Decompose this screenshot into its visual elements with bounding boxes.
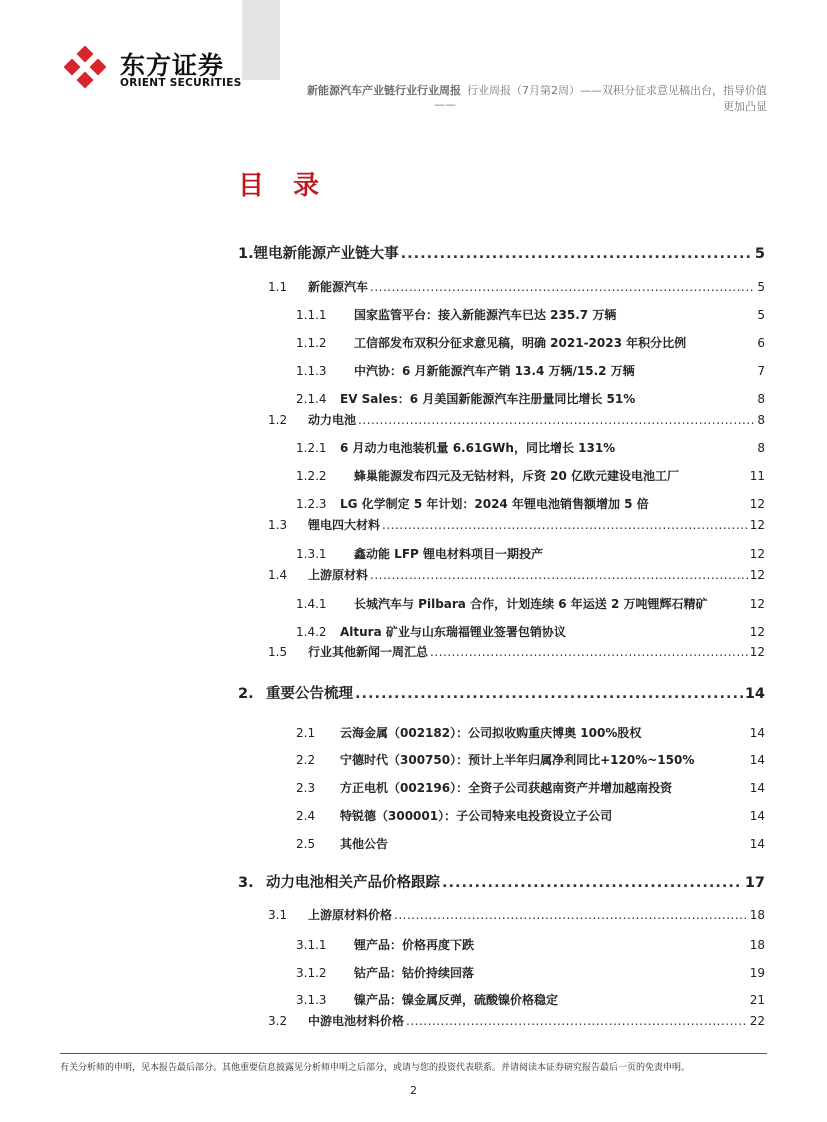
toc-num: 2.3 <box>296 781 316 795</box>
toc-page: 12 <box>749 518 765 532</box>
toc-text: Altura 矿业与山东瑞福锂业签署包销协议 <box>340 625 566 639</box>
toc-page: 6 <box>757 336 765 350</box>
toc-num: 3.1.2 <box>296 966 327 980</box>
toc-num: 3.1.1 <box>296 938 327 952</box>
toc-page: 19 <box>749 966 765 980</box>
toc-page: 7 <box>757 364 765 378</box>
toc-text: EV Sales：6 月美国新能源汽车注册量同比增长 51% <box>340 392 636 406</box>
toc-text: 锂产品：价格再度下跌 <box>354 938 475 952</box>
toc-text: 动力电池 <box>308 413 357 427</box>
toc-num: 1.4.1 <box>296 597 327 611</box>
report-title-rest: 行业周报（7月第2周）——双积分征求意见稿出台，指导价值 <box>467 84 767 97</box>
toc-page: 12 <box>749 568 765 582</box>
toc-text: 云海金属（002182）：公司拟收购重庆博奥 100%股权 <box>340 726 642 740</box>
toc-num: 1.3 <box>268 518 288 532</box>
toc-entry-1-5[interactable] <box>268 643 765 660</box>
toc-entry-2-2[interactable] <box>296 751 765 768</box>
toc-page: 12 <box>749 645 765 659</box>
toc-leader <box>370 568 748 582</box>
toc-text: 上游原材料 <box>308 568 369 582</box>
toc-text: 特锐德（300001）：子公司特来电投资设立子公司 <box>340 809 613 823</box>
toc-num: 1.3.1 <box>296 547 327 561</box>
toc-page: 8 <box>757 413 765 427</box>
toc-text: 国家监管平台：接入新能源汽车已达 235.7 万辆 <box>354 308 617 322</box>
toc-entry-2-4[interactable] <box>296 807 765 824</box>
toc-page: 11 <box>749 469 765 483</box>
toc-num: 2.4 <box>296 809 316 823</box>
toc-leader <box>430 645 748 659</box>
toc-leader <box>401 246 753 262</box>
toc-text: 镍产品：镍金属反弹，硫酸镍价格稳定 <box>354 993 559 1007</box>
toc-leader <box>394 908 748 922</box>
toc-entry-1-4-1[interactable] <box>296 595 765 612</box>
toc-page: 18 <box>749 938 765 952</box>
toc-num: 3.1 <box>268 908 288 922</box>
toc-entry-1-2[interactable] <box>268 411 765 428</box>
toc-num: 3. <box>238 875 254 891</box>
toc-page: 14 <box>749 809 765 823</box>
toc-entry-1-1[interactable] <box>268 278 765 295</box>
toc-page: 12 <box>749 625 765 639</box>
report-title-bold: 新能源汽车产业链行业行业周报 <box>307 84 461 97</box>
toc-page: 8 <box>757 441 765 455</box>
toc-page: 14 <box>749 837 765 851</box>
toc-text: 上游原材料价格 <box>308 908 393 922</box>
toc-page: 14 <box>744 686 765 702</box>
toc-entry-2-3[interactable] <box>296 779 765 796</box>
report-title-line2: 更加凸显 <box>723 100 767 113</box>
toc-text: 行业其他新闻一周汇总 <box>308 645 429 659</box>
toc-entry-1-3-1[interactable] <box>296 545 765 562</box>
toc-leader <box>358 413 755 427</box>
toc-page: 17 <box>744 875 765 891</box>
toc-num: 1.1.3 <box>296 364 327 378</box>
toc-text: 方正电机（002196）：全资子公司获越南资产并增加越南投资 <box>340 781 673 795</box>
toc-num: 1.1 <box>268 280 288 294</box>
toc-num: 2.1 <box>296 726 316 740</box>
toc-entry-2-5[interactable] <box>296 835 765 852</box>
toc-entry-1-2-3[interactable] <box>296 495 765 512</box>
toc-heading: 目 录 <box>238 171 330 201</box>
toc-text: 蜂巢能源发布四元及无钴材料，斥资 20 亿欧元建设电池工厂 <box>354 469 680 483</box>
toc-text: 其他公告 <box>340 837 389 851</box>
toc-text: LG 化学制定 5 年计划：2024 年锂电池销售额增加 5 倍 <box>340 497 649 511</box>
toc-page: 21 <box>749 993 765 1007</box>
orient-logo-icon <box>64 46 106 88</box>
toc-page: 14 <box>749 753 765 767</box>
toc-leader <box>406 1014 748 1028</box>
toc-page: 12 <box>749 547 765 561</box>
toc-entry-2-1-4[interactable] <box>296 390 765 407</box>
toc-leader <box>382 518 748 532</box>
toc-text: 鑫动能 LFP 锂电材料项目一期投产 <box>354 547 543 561</box>
toc-text: 新能源汽车 <box>308 280 369 294</box>
toc-text: 锂电新能源产业链大事 <box>253 246 399 262</box>
logo-text-cn: 东方证券 <box>120 51 225 80</box>
toc-entry-1-1-1[interactable] <box>296 306 765 323</box>
toc-entry-1-4[interactable] <box>268 566 765 583</box>
toc-entry-3-1[interactable] <box>268 906 765 923</box>
toc-text: 中游电池材料价格 <box>308 1014 405 1028</box>
toc-page: 12 <box>749 497 765 511</box>
toc-entry-3-1-3[interactable] <box>296 991 765 1008</box>
toc-page: 5 <box>757 308 765 322</box>
toc-entry-1-3[interactable] <box>268 516 765 533</box>
toc-num: 1.2.1 <box>296 441 327 455</box>
toc-entry-1[interactable] <box>238 242 765 263</box>
toc-page: 22 <box>749 1014 765 1028</box>
toc-text: 中汽协：6 月新能源汽车产销 13.4 万辆/15.2 万辆 <box>354 364 635 378</box>
toc-entry-3-1-1[interactable] <box>296 936 765 953</box>
toc-entry-1-2-2[interactable] <box>296 467 765 484</box>
toc-num: 2.1.4 <box>296 392 327 406</box>
toc-text: 工信部发布双积分征求意见稿，明确 2021-2023 年积分比例 <box>354 336 687 350</box>
toc-page: 14 <box>749 726 765 740</box>
toc-entry-3-1-2[interactable] <box>296 964 765 981</box>
footer-divider <box>60 1053 767 1054</box>
toc-leader <box>442 875 743 891</box>
toc-num: 2. <box>238 686 254 702</box>
toc-entry-3[interactable] <box>238 871 765 892</box>
toc-text: 锂电四大材料 <box>308 518 381 532</box>
toc-num: 1.4.2 <box>296 625 327 639</box>
toc-text: 动力电池相关产品价格跟踪 <box>266 875 440 891</box>
toc-entry-1-4-2[interactable] <box>296 623 765 640</box>
toc-num: 1.5 <box>268 645 288 659</box>
toc-page: 5 <box>754 246 765 262</box>
toc-leader <box>355 686 743 702</box>
report-title-line2-dash: —— <box>434 98 456 111</box>
toc-entry-3-2[interactable] <box>268 1012 765 1029</box>
toc-num: 1. <box>238 246 254 262</box>
toc-num: 2.2 <box>296 753 316 767</box>
toc-entry-1-2-1[interactable] <box>296 439 765 456</box>
toc-page: 18 <box>749 908 765 922</box>
toc-num: 1.1.1 <box>296 308 327 322</box>
toc-page: 14 <box>749 781 765 795</box>
toc-entry-2-1[interactable] <box>296 724 765 741</box>
toc-text: 宁德时代（300750）：预计上半年归属净利同比+120%~150% <box>340 753 695 767</box>
toc-num: 3.2 <box>268 1014 288 1028</box>
toc-entry-2[interactable] <box>238 682 765 703</box>
toc-num: 1.1.2 <box>296 336 327 350</box>
toc-num: 1.2.3 <box>296 497 327 511</box>
toc-page: 5 <box>757 280 765 294</box>
toc-num: 2.5 <box>296 837 316 851</box>
toc-text: 钴产品：钴价持续回落 <box>354 966 475 980</box>
toc-entry-1-1-2[interactable] <box>296 334 765 351</box>
toc-text: 6 月动力电池装机量 6.61GWh，同比增长 131% <box>340 441 616 455</box>
toc-num: 3.1.3 <box>296 993 327 1007</box>
toc-num: 1.2 <box>268 413 288 427</box>
page-number: 2 <box>410 1084 417 1097</box>
toc-num: 1.4 <box>268 568 288 582</box>
toc-page: 8 <box>757 392 765 406</box>
header-decor-bar <box>242 0 280 80</box>
report-title <box>307 82 767 98</box>
footer-disclaimer: 有关分析师的申明，见本报告最后部分。其他重要信息披露见分析师申明之后部分，或请与您的投资代表联系。并请阅读本证券研究报告最后一页的免责申明。 <box>60 1063 691 1073</box>
toc-num: 1.2.2 <box>296 469 327 483</box>
toc-entry-1-1-3[interactable] <box>296 362 765 379</box>
toc-text: 长城汽车与 Pilbara 合作，计划连续 6 年运送 2 万吨锂辉石精矿 <box>354 597 708 611</box>
toc-text: 重要公告梳理 <box>266 686 353 702</box>
logo-text-en: ORIENT SECURITIES <box>120 77 242 89</box>
toc-leader <box>370 280 755 294</box>
toc-page: 12 <box>749 597 765 611</box>
